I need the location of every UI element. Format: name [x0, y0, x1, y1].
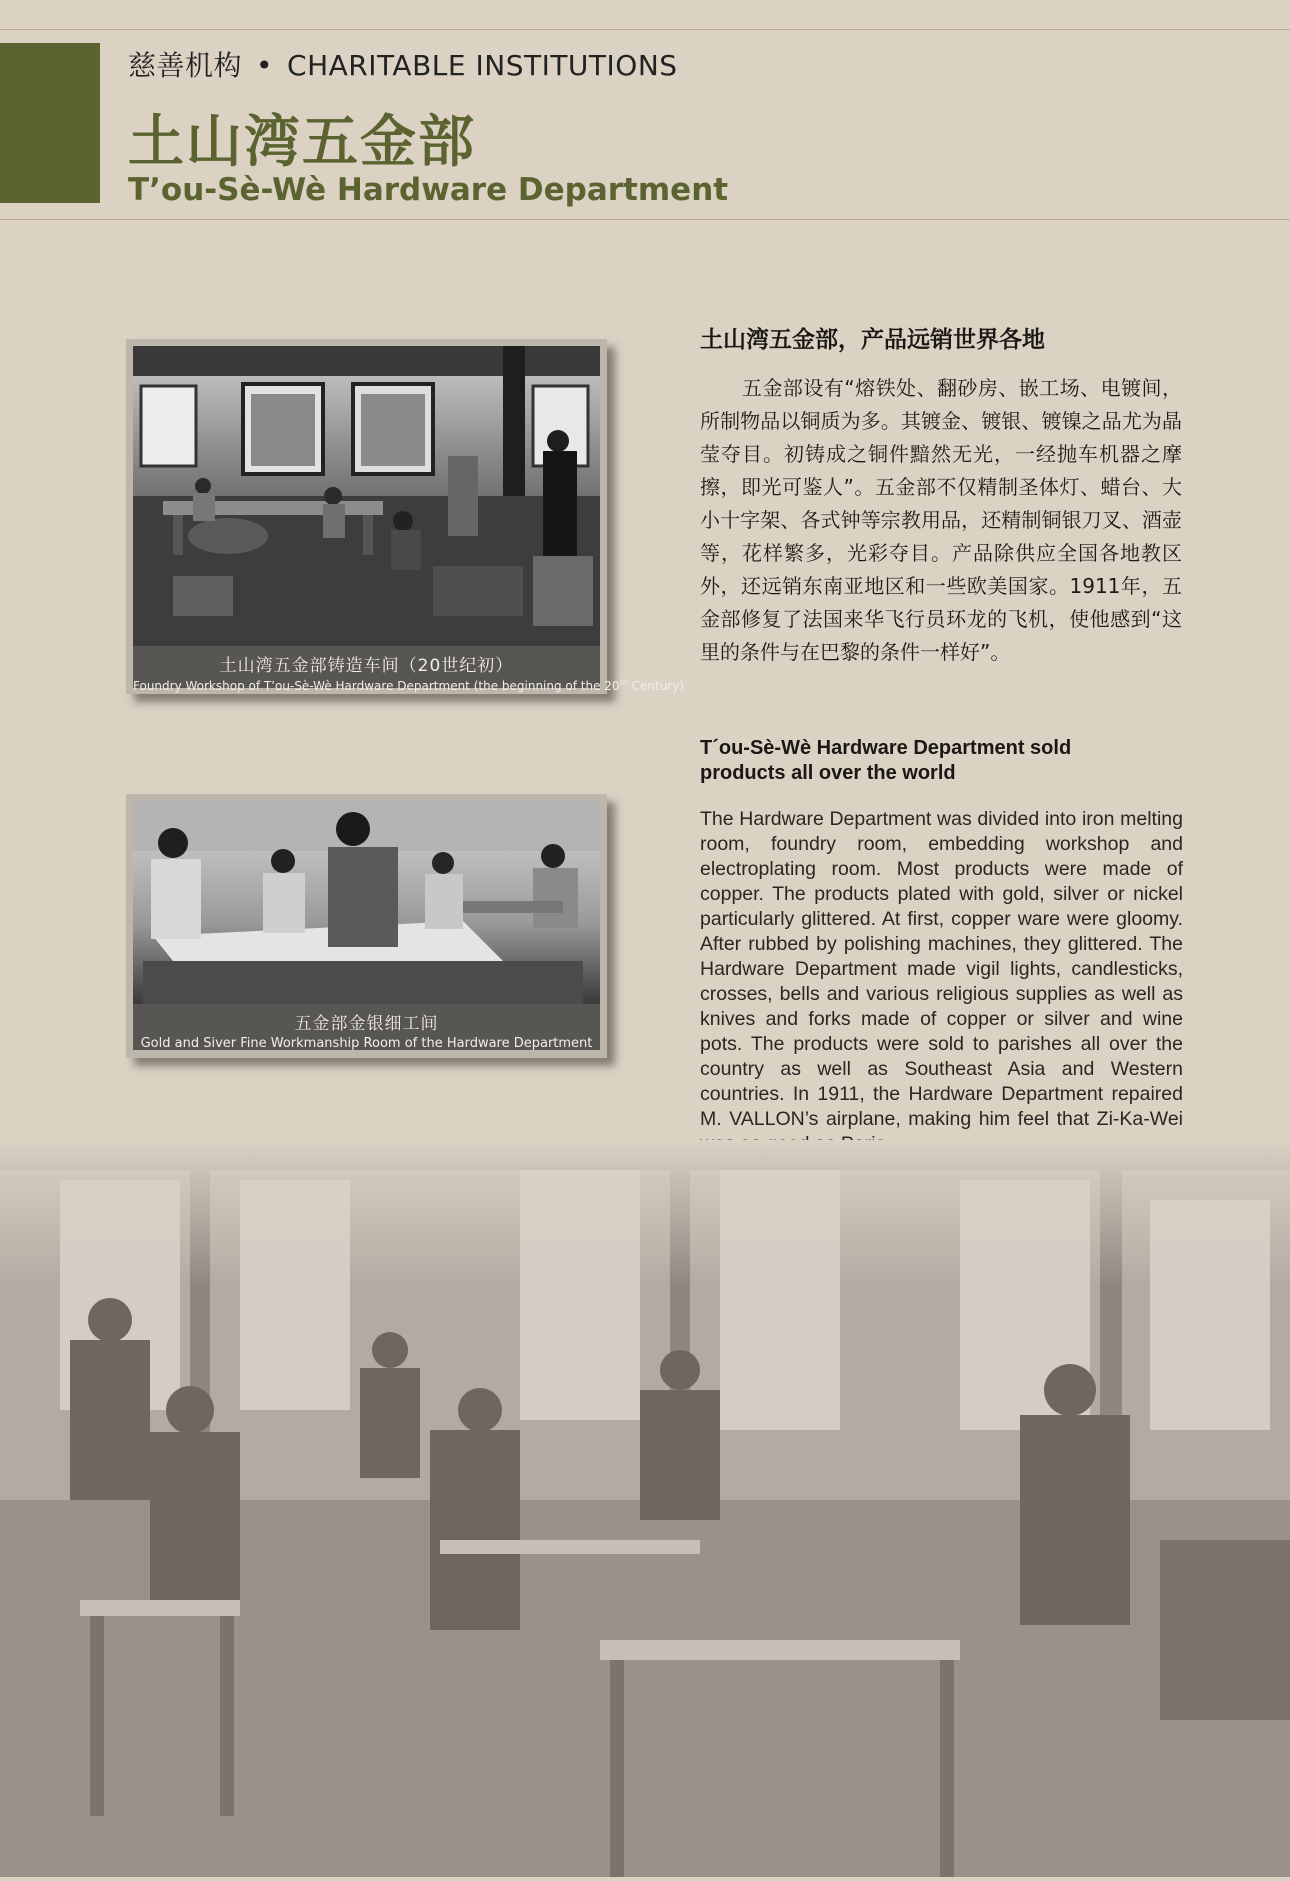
article-subtitle-en: T´ou-Sè-Wè Hardware Department sold products all over the world — [700, 737, 1072, 784]
top-rule — [0, 29, 1290, 30]
photo-fine-work-caption — [133, 1004, 600, 1050]
caption-en: Foundry Workshop of T’ou-Sè-Wè Hardware Department (the beginning of the 20th Century) — [133, 678, 685, 693]
article-body-en: The Hardware Department was divided into iron melting room, foundry room, embedding workshop and electroplating room. Most products were made of copper. The products plated with gold, silver or nickel particularly glittered. At first, copper ware were gloomy. After rubbed by polishing machines, they glittered. The Hardware Department made vigil lights, candlesticks, crosses, bells and various religious supplies as well as knives and forks made of copper or silver and wine pots. The products were sold to parishes all over the country as well as Southeast Asia and Western countries. In 1911, the Hardware Department repaired M. VALLON’s airplane, making him feel that Zi-Ka-Wei — [700, 808, 1183, 1130]
photo-foundry-frame — [126, 339, 685, 694]
caption-en: Gold and Siver Fine Workmanship Room of the Hardware Department — [140, 1036, 593, 1051]
category-en: CHARITABLE INSTITUTIONS — [287, 49, 678, 82]
page-title-cn: 土山湾五金部 — [128, 110, 476, 175]
page-title-en: T’ou-Sè-Wè Hardware Department — [128, 172, 729, 208]
photo-fine-workmanship-room — [133, 801, 600, 1004]
background-workshop-photo — [0, 1140, 1290, 1877]
photo-foundry-workshop — [133, 346, 600, 646]
category-cn: 慈善机构 — [128, 49, 243, 82]
header-bottom-rule — [0, 219, 1290, 220]
caption-cn: 土山湾五金部铸造车间（20世纪初） — [219, 656, 514, 676]
photo-foundry-caption — [133, 646, 685, 693]
section-color-block — [0, 43, 100, 203]
caption-cn: 五金部金银细工间 — [294, 1014, 439, 1034]
photo-fine-work-frame — [126, 794, 607, 1058]
category-label — [128, 44, 678, 84]
category-separator: • — [256, 49, 274, 82]
article-body-cn: 五金部设有“熔铁处、翻砂房、嵌工场、电镀间，所制物品以铜质为多。其镀金、镀银、镀镍之品尤为晶莹夺目。初铸成之铜件黯然无光，一经抛车机器之摩擦，即光可鉴人”。五金部不仅精制圣体灯、蜡台、大小十字架、各式钟等宗教用品，还精制铜银刀叉、酒壶等，花样繁多，光彩夺目。产品除供应全国各地教区外，还远销东南亚地区和一些欧美国家。1911年，五金部修复了法国来华飞行员环龙的飞机，使他感到“这里的条件与在巴黎的条件一样好”。 — [700, 376, 1182, 664]
article-subtitle-cn: 土山湾五金部，产品远销世界各地 — [700, 327, 1045, 353]
